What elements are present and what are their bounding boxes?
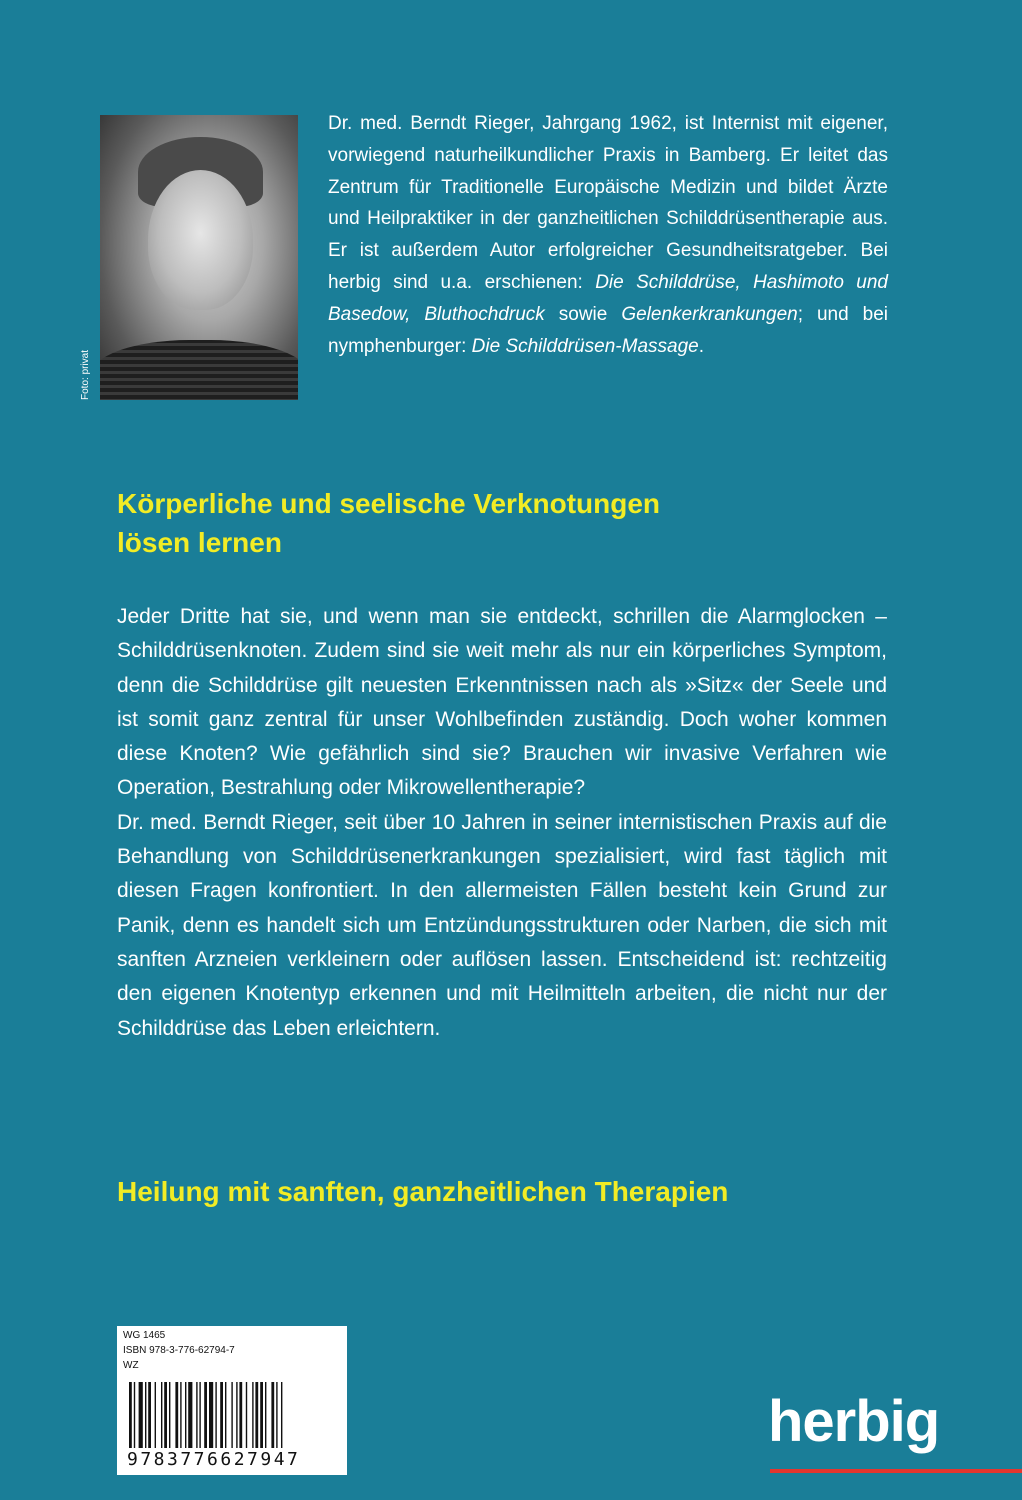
- barcode-bar: [161, 1382, 162, 1448]
- blurb-paragraph-1: Jeder Dritte hat sie, und wenn man sie entdeckt, schrillen die Alarmglocken – Schilddrüsenknoten. Zudem sind sie weit mehr als nur ein körperliches Symptom, denn die Schilddrüse gilt neuesten Erkenntnissen nach als »Sitz« der Seele und ist somit ganz zentral für unser Wohlbefinden zuständig. Doch woher kommen diese Knoten? Wie gefährlich sind sie? Brauchen wir invasive Verfahren wie Operation, Bestrahlung oder Mikrowellentherapie?: [117, 605, 887, 800]
- bio-text-3: ; und bei nymphenburger:: [328, 303, 888, 357]
- author-photo-face: [148, 170, 253, 310]
- barcode-bar: [134, 1382, 135, 1448]
- barcode-bar: [260, 1382, 263, 1448]
- barcode-bar: [129, 1382, 132, 1448]
- barcode-bar: [188, 1382, 192, 1448]
- barcode-bar: [265, 1382, 266, 1448]
- barcode-bar: [276, 1382, 277, 1448]
- headline-primary-line2: lösen lernen: [117, 527, 282, 558]
- barcode-bar: [255, 1382, 258, 1448]
- bio-text: Dr. med. Berndt Rieger, Jahrgang 1962, ist Internist mit eigener, vorwiegend naturheilkundlicher Praxis in Bamberg. Er leitet das Zentrum für Traditionelle Europäische Medizin und bildet Ärzte und Heilpraktiker in der ganzheitlichen Schilddrüsentherapie aus. Er ist außerdem Autor erfolgreicher Gesundheitsratgeber. Bei herbig sind u.a. erschienen:: [328, 113, 888, 293]
- headline-secondary: Heilung mit sanften, ganzheitlichen Therapien: [117, 1176, 729, 1207]
- barcode-bars: [127, 1382, 339, 1448]
- photo-credit: Foto: privat: [80, 349, 91, 400]
- barcode-bar: [155, 1382, 156, 1448]
- barcode-bar: [169, 1382, 170, 1448]
- author-photo-shirt: [100, 340, 298, 400]
- headline-primary: [117, 484, 917, 562]
- barcode-bar: [239, 1382, 242, 1448]
- blurb-paragraph-2: Dr. med. Berndt Rieger, seit über 10 Jahren in seiner internistischen Praxis auf die Behandlung von Schilddrüsenerkrankungen spezialisiert, wird fast täglich mit diesen Fragen konfrontiert. In den allermeisten Fällen besteht kein Grund zur Panik, denn es handelt sich um Entzündungsstrukturen oder Narben, die sich mit sanften Arzneien verkleinern oder auflösen lassen. Entscheidend ist: rechtzeitig den eigenen Knotentyp erkennen und mit Heilmitteln arbeiten, die nicht nur der Schilddrüse das Leben erleichtern.: [117, 810, 887, 1040]
- barcode-isbn: ISBN 978-3-776-62794-7: [123, 1345, 235, 1356]
- barcode-bar: [199, 1382, 200, 1448]
- barcode-bar: [164, 1382, 167, 1448]
- barcode-bar: [225, 1382, 226, 1448]
- barcode-bar: [175, 1382, 178, 1448]
- barcode-bar: [145, 1382, 146, 1448]
- barcode-bar: [281, 1382, 282, 1448]
- barcode-bar: [236, 1382, 237, 1448]
- barcode-bar: [271, 1382, 274, 1448]
- barcode-digits: 9783776627947: [127, 1449, 301, 1470]
- publisher-logo: herbig: [768, 1389, 940, 1454]
- publisher-logo-underline: [770, 1469, 1022, 1473]
- barcode-bar: [196, 1382, 197, 1448]
- bio-book-title-3: Die Schilddrüsen-Massage: [471, 335, 699, 357]
- barcode-bar: [215, 1382, 216, 1448]
- barcode-bar: [209, 1382, 213, 1448]
- barcode-label: [117, 1326, 347, 1475]
- bio-book-title-2: Gelenkerkrankungen: [621, 303, 798, 325]
- barcode-bar: [252, 1382, 253, 1448]
- barcode-bar: [204, 1382, 207, 1448]
- bio-text-end: .: [698, 335, 704, 357]
- bio-text-2: sowie: [544, 303, 622, 325]
- headline-primary-line1: Körperliche und seelische Verknotungen: [117, 488, 661, 519]
- barcode-bar: [139, 1382, 143, 1448]
- author-photo: [100, 115, 298, 400]
- barcode-bar: [220, 1382, 223, 1448]
- barcode-code: WZ: [123, 1360, 139, 1371]
- barcode-bar: [185, 1382, 186, 1448]
- barcode-wg: WG 1465: [123, 1330, 166, 1341]
- barcode-bar: [148, 1382, 151, 1448]
- bio-book-titles: Die Schilddrüse, Hashimoto und Basedow, Bluthochdruck: [328, 271, 888, 325]
- blurb: [117, 600, 887, 1046]
- barcode-bar: [246, 1382, 247, 1448]
- author-bio: [328, 108, 888, 362]
- barcode-bar: [231, 1382, 232, 1448]
- barcode-bar: [180, 1382, 181, 1448]
